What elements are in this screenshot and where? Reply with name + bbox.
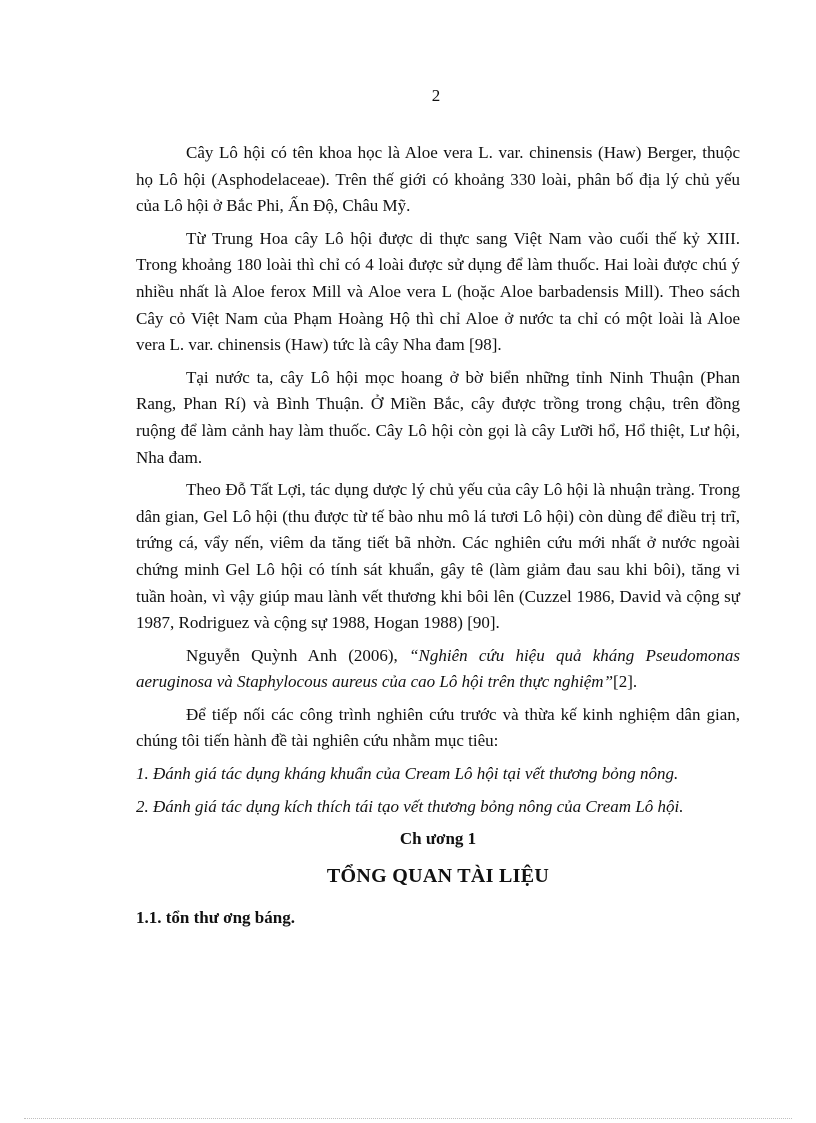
paragraph-aloe-origin: Từ Trung Hoa cây Lô hội được di thực sang Việt Nam vào cuối thế kỷ XIII. Trong khoảng 180 loài thì chỉ có 4 loài được sử dụng để làm thuốc. Hai loài được chú ý nhiều nhất là Aloe ferox Mill và Aloe vera L (hoặc Aloe barbadensis Mill). Theo sách Cây cỏ Việt Nam của Phạm Hoàng Hộ thì chỉ Aloe ở nước ta chỉ có một loài là Aloe vera L. var. chinensis (Haw) tức là cây Nha đam [98]. <box>136 228 740 355</box>
paragraph-aloe-pharmacology: Theo Đỗ Tất Lợi, tác dụng dược lý chủ yếu của cây Lô hội là nhuận tràng. Trong dân gian, Gel Lô hội (thu được từ tế bào nhu mô lá tươi Lô hội) còn dùng để điều trị trĩ, trứng cá, vẩy nến, viêm da tăng tiết bã nhờn. Các nghiên cứu mới nhất ở nước ngoài chứng minh Gel Lô hội có tính sát khuẩn, gây tê (làm giảm đau sau khi bôi), tăng vi tuần hoàn, vì vậy giúp mau lành vết thương khi bôi lên (Cuzzel 1986, David và cộng sự 1987, Rodriguez và cộng sự 1988, Hogan 1988) [90]. <box>136 480 740 633</box>
paragraph-objectives-intro: Để tiếp nối các công trình nghiên cứu trước và thừa kế kinh nghiệm dân gian, chúng tôi tiến hành đề tài nghiên cứu nhằm mục tiêu: <box>136 704 740 751</box>
objective-1: 1. Đánh giá tác dụng kháng khuẩn của Cream Lô hội tại vết thương bỏng nông. <box>136 764 679 784</box>
citation-ref: [2]. <box>613 672 638 692</box>
section-heading: 1.1. tổn thư ơng báng. <box>136 908 295 928</box>
citation-title: “Nghiên cứu hiệu quả kháng Pseudomonas aeruginosa và Staphylocous aureus của cao Lô hội trên thực nghiệm” <box>136 645 740 692</box>
chapter-label: Ch ương 1 <box>399 829 477 849</box>
page-number: 2 <box>431 86 441 105</box>
chapter-title: TỔNG QUAN TÀI LIỆU <box>326 864 550 887</box>
objective-2: 2. Đánh giá tác dụng kích thích tái tạo vết thương bỏng nông của Cream Lô hội. <box>136 796 684 816</box>
document-body <box>136 140 740 932</box>
paragraph-aloe-scientific-name: Cây Lô hội có tên khoa học là Aloe vera L. var. chinensis (Haw) Berger, thuộc họ Lô hội (Asphodelaceae). Trên thế giới có khoảng 330 loài, phân bố địa lý chủ yếu của Lô hội ở Bắc Phi, Ấn Độ, Châu Mỹ. <box>136 143 740 216</box>
citation-author: Nguyễn Quỳnh Anh (2006), <box>186 645 410 665</box>
paragraph-citation <box>136 643 740 696</box>
paragraph-aloe-distribution: Tại nước ta, cây Lô hội mọc hoang ở bờ biển những tỉnh Ninh Thuận (Phan Rang, Phan Rí) và Bình Thuận. Ở Miền Bắc, cây được trồng trong chậu, trên đồng ruộng để làm cảnh hay làm thuốc. Cây Lô hội còn gọi là cây Lưỡi hổ, Hổ thiệt, Lư hội, Nha đam. <box>136 367 740 467</box>
page-bottom-divider <box>24 1118 792 1119</box>
